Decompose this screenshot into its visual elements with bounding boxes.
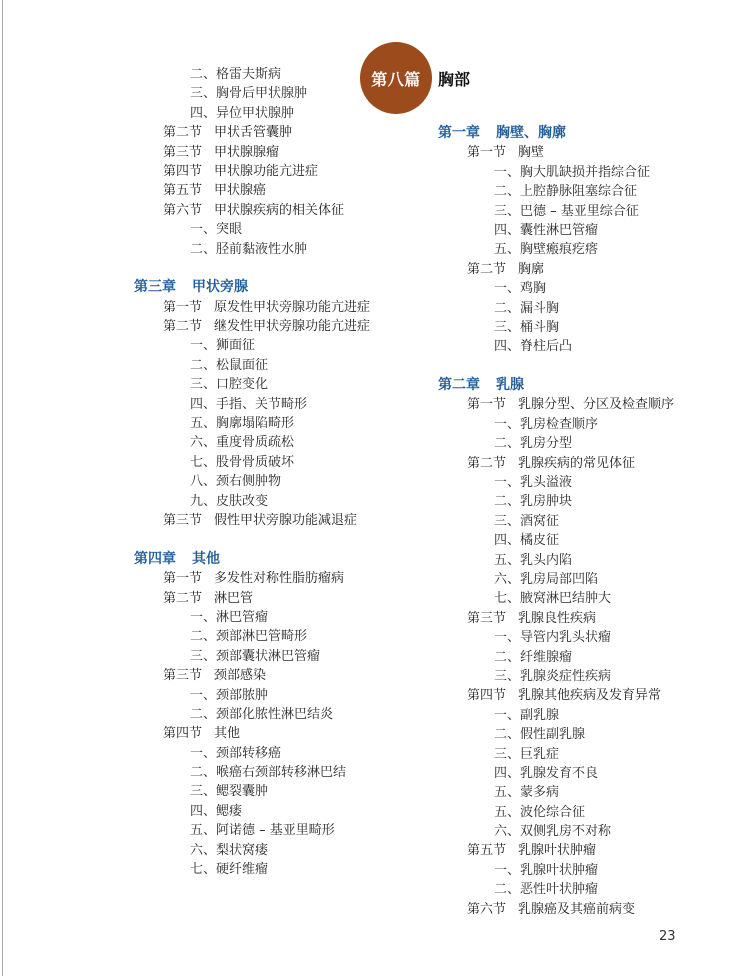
toc-section [134,181,419,200]
toc-item: 九、皮肤改变 [190,493,269,509]
toc-section-number: 第六节 [163,202,203,218]
toc-section-number: 第三节 [467,610,507,626]
toc-item: 四、手指、关节畸形 [190,396,308,412]
toc-section-title: 乳腺癌及其癌前病变 [518,901,636,917]
toc-chapter-title: 其他 [192,550,220,567]
toc-section-number: 第二节 [163,590,203,606]
toc-item: 三、桶斗胸 [494,319,560,335]
toc-section [134,298,419,317]
toc-item: 二、恶性叶状肿瘤 [494,882,599,898]
toc-item: 五、蒙多病 [494,785,560,801]
toc-section [438,143,723,162]
toc-section-title: 甲状腺癌 [214,183,267,199]
toc-section [134,666,419,685]
toc-section [134,143,419,162]
toc-item: 一、导管内乳头状瘤 [494,630,612,646]
toc-item: 一、突眼 [190,222,243,238]
toc-item: 二、漏斗胸 [494,300,560,316]
toc-section [438,454,723,473]
toc-section-number: 第四节 [163,726,203,742]
toc-section-title: 乳腺良性疾病 [518,610,597,626]
toc-section-title: 多发性对称性脂肪瘤病 [214,571,345,587]
toc-section-number: 第二节 [163,319,203,335]
toc-section-title: 胸廓 [518,261,545,277]
toc-item: 二、纤维腺瘤 [494,649,573,665]
toc-section-number: 第三节 [163,512,203,528]
toc-item: 六、乳房局部凹陷 [494,571,599,587]
toc-section-number: 第二节 [163,125,203,141]
toc-section-title: 甲状腺功能亢进症 [214,163,319,179]
toc-section [134,317,419,336]
toc-chapter [438,124,723,143]
toc-section-number: 第五节 [163,183,203,199]
part-title: 胸部 [438,70,471,89]
toc-item: 三、口腔变化 [190,377,269,393]
toc-item: 一、乳头溢液 [494,475,573,491]
toc-section-title: 乳腺其他疾病及发育异常 [518,688,662,704]
toc-item: 三、乳腺炎症性疾病 [494,668,612,684]
toc-item: 一、狮面征 [190,338,256,354]
toc-item: 二、颈部化脓性淋巴结炎 [190,706,334,722]
toc-item: 一、副乳腺 [494,707,560,723]
toc-section-title: 甲状舌管囊肿 [214,125,293,141]
toc-section-title: 乳腺疾病的常见体征 [518,455,636,471]
toc-section [134,201,419,220]
toc-section-title: 乳腺叶状肿瘤 [518,843,597,859]
toc-item: 四、橘皮征 [494,533,560,549]
page-edge-line [2,0,3,976]
toc-item: 二、上腔静脉阻塞综合征 [494,184,638,200]
toc-item: 七、硬纤维瘤 [190,862,269,878]
toc-chapter-title: 甲状旁腺 [192,279,248,296]
toc-section-title: 甲状腺腺瘤 [214,144,280,160]
toc-section-number: 第三节 [163,144,203,160]
toc-section [134,511,419,530]
toc-section [438,609,723,628]
toc-item: 八、颈右侧肿物 [190,474,282,490]
toc-chapter-number: 第一章 [438,125,480,141]
toc-section-number: 第一节 [467,145,507,161]
toc-section [134,589,419,608]
page-number: 23 [659,929,676,944]
toc-item: 一、乳房检查顺序 [494,416,599,432]
toc-item: 三、巨乳症 [494,746,560,762]
toc-section-title: 乳腺分型、分区及检查顺序 [518,397,675,413]
toc-item: 一、乳腺叶状肿瘤 [494,862,599,878]
toc-item: 五、胸壁瘢痕疙瘩 [494,242,599,258]
toc-chapter [438,376,723,395]
toc-section-title: 胸壁 [518,145,545,161]
toc-item: 二、乳房肿块 [494,494,573,510]
toc-item: 四、囊性淋巴管瘤 [494,222,599,238]
toc-section-title: 继发性甲状旁腺功能亢进症 [214,319,371,335]
toc-section [134,123,419,142]
toc-item: 四、脊柱后凸 [494,339,573,355]
toc-chapter-number: 第四章 [134,550,176,567]
toc-section-number: 第三节 [163,668,203,684]
toc-item: 三、酒窝征 [494,513,560,529]
toc-item: 五、乳头内陷 [494,552,573,568]
toc-section [438,260,723,279]
toc-item: 六、重度骨质疏松 [190,435,295,451]
toc-item: 六、双侧乳房不对称 [494,824,612,840]
toc-section-number: 第四节 [163,163,203,179]
toc-item: 五、阿诺德 – 基亚里畸形 [190,823,335,839]
toc-item: 六、梨状窝瘘 [190,842,269,858]
toc-section-title: 原发性甲状旁腺功能亢进症 [214,299,371,315]
toc-section-number: 第一节 [163,299,203,315]
toc-section [134,569,419,588]
toc-right-column [438,124,723,919]
toc-item: 一、胸大肌缺损并指综合征 [494,164,651,180]
toc-item: 三、巴德 – 基亚里综合征 [494,203,639,219]
toc-item: 四、鳃瘘 [190,803,243,819]
part-badge: 第八篇 [360,42,432,114]
toc-item: 二、假性副乳腺 [494,727,586,743]
toc-section-title: 甲状腺疾病的相关体征 [214,202,345,218]
toc-item: 五、胸廓塌陷畸形 [190,416,295,432]
toc-item: 二、喉癌右颈部转移淋巴结 [190,765,347,781]
toc-item: 二、乳房分型 [494,436,573,452]
toc-chapter [134,278,419,297]
toc-section-number: 第二节 [467,455,507,471]
toc-section [438,395,723,414]
toc-chapter-number: 第二章 [438,377,480,394]
toc-section-number: 第一节 [163,571,203,587]
toc-item: 三、胸骨后甲状腺肿 [190,86,308,102]
toc-item: 三、颈部囊状淋巴管瘤 [190,648,321,664]
toc-item: 三、鳃裂囊肿 [190,784,269,800]
toc-section-number: 第一节 [467,397,507,413]
toc-chapter-title: 胸壁、胸廓 [496,125,566,141]
toc-item: 二、颈部淋巴管畸形 [190,629,308,645]
toc-chapter-number: 第三章 [134,279,176,296]
toc-section-title: 淋巴管 [214,590,254,606]
toc-section [134,724,419,743]
toc-section-title: 颈部感染 [214,668,267,684]
toc-item: 四、异位甲状腺肿 [190,105,295,121]
toc-item: 二、格雷夫斯病 [190,67,282,82]
toc-item: 一、鸡胸 [494,281,547,297]
toc-item: 二、松鼠面征 [190,357,269,373]
toc-item: 一、颈部脓肿 [190,687,269,703]
toc-item: 七、股骨骨质破坏 [190,454,295,470]
toc-section-number: 第五节 [467,843,507,859]
toc-section [438,686,723,705]
toc-item: 五、波伦综合征 [494,804,586,820]
toc-section [134,162,419,181]
toc-item: 一、颈部转移癌 [190,745,282,761]
toc-section [438,900,723,919]
toc-section-title: 假性甲状旁腺功能减退症 [214,512,358,528]
toc-item: 二、胫前黏液性水肿 [190,241,308,257]
toc-item: 一、淋巴管瘤 [190,609,269,625]
toc-chapter [134,550,419,569]
toc-chapter-title: 乳腺 [496,377,524,394]
toc-section-number: 第二节 [467,261,507,277]
toc-section-title: 其他 [214,726,241,742]
toc-item: 七、腋窝淋巴结肿大 [494,591,612,607]
toc-section [438,841,723,860]
toc-left-column [134,65,419,879]
toc-item: 四、乳腺发育不良 [494,765,599,781]
toc-section-number: 第四节 [467,688,507,704]
toc-section-number: 第六节 [467,901,507,917]
